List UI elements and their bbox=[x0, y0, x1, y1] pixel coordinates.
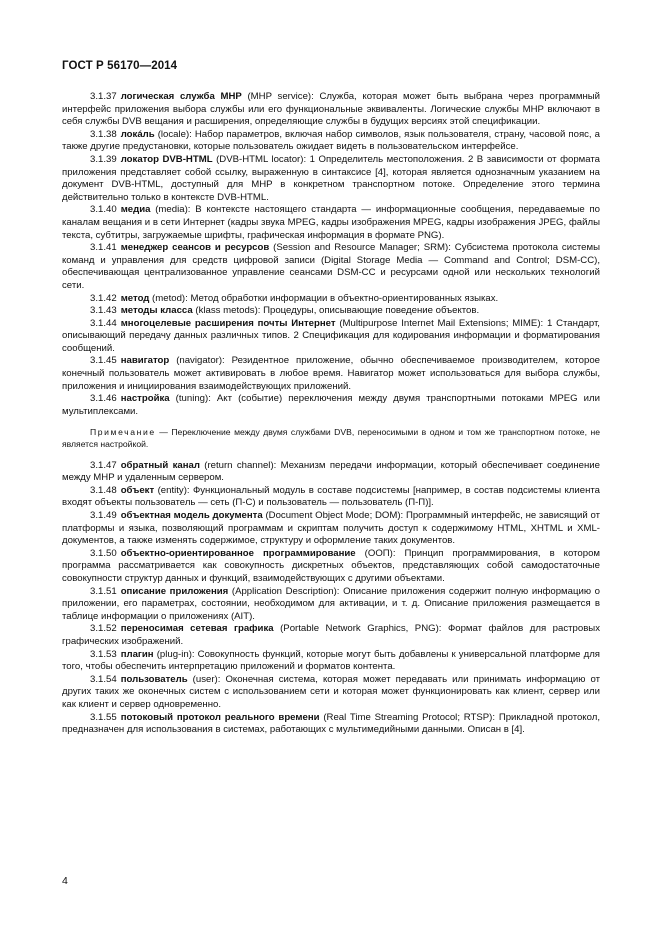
entry-number: 3.1.48 bbox=[90, 484, 117, 496]
note-label: Примечание bbox=[90, 427, 156, 438]
entry-number: 3.1.38 bbox=[90, 128, 117, 140]
definition-entry bbox=[62, 91, 600, 129]
note-text: — Переключение между двумя службами DVB, переносимыми в одном и том же транспортном потоке, не является настройкой. bbox=[62, 427, 600, 450]
definition-entry bbox=[62, 485, 600, 510]
entry-number: 3.1.55 bbox=[90, 711, 117, 723]
entry-term: объект bbox=[120, 484, 155, 496]
entry-term: метод bbox=[120, 292, 150, 304]
entry-number: 3.1.37 bbox=[90, 91, 117, 102]
entry-definition: (Application Description): Описание приложения содержит полную информацию о приложении, его параметрах, состоянии, необходимом для активации, и т. д. Описание приложения размещается в таблице информации о приложениях (AIT). bbox=[62, 585, 601, 622]
entry-number: 3.1.41 bbox=[90, 242, 117, 254]
page-number: 4 bbox=[62, 875, 68, 887]
entry-number: 3.1.43 bbox=[90, 305, 117, 317]
definition-entry bbox=[62, 154, 600, 204]
definition-entry bbox=[62, 129, 600, 154]
entry-definition: (Multipurpose Internet Mail Extensions; MIME): 1 Стандарт, описывающий передачу данных различных типов. 2 Спецификация для кодирования информации и форматирования сообщений. bbox=[62, 317, 600, 354]
entry-term: медиа bbox=[120, 204, 151, 216]
entry-number: 3.1.40 bbox=[90, 204, 117, 216]
entry-definition: (klass metods): Процедуры, описывающие поведение объектов. bbox=[192, 305, 480, 317]
definition-entry bbox=[62, 355, 600, 393]
definition-entry bbox=[62, 674, 600, 712]
entry-definition: (return channel): Механизм передачи информации, который обеспечивает соединение между MHP и удаленным сервером. bbox=[62, 459, 600, 484]
document-body bbox=[62, 91, 600, 737]
entry-definition: (ООП): Принцип программирования, в котором программа рассматривается как совокупность дискретных объектов, представляющих собой самодостаточные совокупности структур данных и функций, взаимодействующих с другими объектами. bbox=[62, 547, 601, 584]
entry-term: плагин bbox=[120, 648, 154, 660]
entry-number: 3.1.52 bbox=[90, 623, 117, 635]
entry-definition: (Document Object Mode; DOM): Программный интерфейс, не зависящий от платформы и языка, позволяющий программам и скриптам получить доступ к содержимому HTML, XHTML и XML-документов, а также изменять содержимое, структуру и оформление таких документов. bbox=[62, 510, 600, 547]
entry-term: переносимая сетевая графика bbox=[120, 623, 274, 635]
entry-term: настройка bbox=[120, 393, 170, 405]
entry-definition: (entity): Функциональный модуль в составе подсистемы [например, в состав подсистемы клиента входят объекты пользователь — сеть (П-С) и пользователь — пользователь (П-П)]. bbox=[62, 484, 600, 509]
note bbox=[62, 427, 600, 450]
entry-term: объектная модель документа bbox=[120, 510, 263, 521]
entry-definition: (Real Time Streaming Protocol; RTSP): Прикладной протокол, предназначен для использования в системах, работающих с мультимедийными данными. Описан в [4]. bbox=[62, 711, 601, 736]
definition-entry bbox=[62, 318, 600, 356]
entry-term: методы класса bbox=[120, 305, 193, 317]
entry-definition: (Session and Resource Manager; SRM): Субсистема протокола системы команд и управления для средств цифровой записи (Digital Storage Media — Command and Control; DSM-CC), обеспечивающая централизованное управление сеансами DSM-CC и ресурсами одной или нескольких технологий сети. bbox=[62, 242, 601, 291]
entry-term: объектно-ориентированное программирование bbox=[120, 547, 356, 559]
entry-definition: (navigator): Резидентное приложение, обычно обеспечиваемое производителем, которое конечный пользователь может активировать в любое время. Навигатор может использоваться для выбора службы, приложения и инициирования взаимодействующих приложений. bbox=[62, 355, 600, 392]
entry-definition: (media): В контексте настоящего стандарта — информационные сообщения, передаваемые по каналам вещания и в сети Интернет (кадры звука MPEG, кадры изображения MPEG, кадры изображения JPEG, файлы текста, субтитры, загружаемые шрифты, графическая информация в формате PNG). bbox=[62, 204, 600, 241]
definition-entry bbox=[62, 460, 600, 485]
entry-term: логическая служба MHP bbox=[120, 91, 242, 102]
entry-term: локáль bbox=[120, 128, 155, 140]
definition-entry bbox=[62, 623, 600, 648]
definition-entry bbox=[62, 242, 600, 292]
document-header: ГОСТ Р 56170—2014 bbox=[62, 60, 178, 72]
entry-definition: (locale): Набор параметров, включая набор символов, язык пользователя, страну, часовой пояс, а также другие предустановки, которые пользователь ожидает видеть в пользовательском интерфейсе. bbox=[62, 128, 600, 153]
entry-number: 3.1.42 bbox=[90, 292, 117, 304]
entry-definition: (DVB-HTML locator): 1 Определитель местоположения. 2 В зависимости от формата приложения представляет собой ссылку, выраженную в синтаксисе [4], которая является однозначным указанием на документ DVB-HTML, доступный для MHP в конкретном транспортном потоке. Определение этого термина действительно только в контексте DVB-HTML. bbox=[62, 153, 600, 203]
entry-term: обратный канал bbox=[120, 459, 200, 471]
definitions-list bbox=[62, 91, 600, 418]
entry-definition: (plug-in): Совокупность функций, которые могут быть добавлены к универсальной платформе для того, чтобы обеспечить интерпретацию приложений и форматов контента. bbox=[62, 648, 600, 673]
definition-entry bbox=[62, 586, 600, 624]
entry-term: многоцелевые расширения почты Интернет bbox=[120, 317, 336, 329]
entry-term: пользователь bbox=[120, 673, 188, 685]
entry-number: 3.1.44 bbox=[90, 317, 117, 329]
definition-entry bbox=[62, 305, 600, 318]
entry-number: 3.1.49 bbox=[90, 510, 117, 521]
definitions-list-continued bbox=[62, 460, 600, 737]
entry-term: навигатор bbox=[120, 355, 170, 367]
entry-definition: (tuning): Акт (событие) переключения между двумя транспортными потоками MPEG или мультиплексами. bbox=[62, 393, 600, 417]
definition-entry bbox=[62, 548, 600, 586]
entry-number: 3.1.50 bbox=[90, 547, 117, 559]
entry-number: 3.1.53 bbox=[90, 648, 117, 660]
entry-number: 3.1.51 bbox=[90, 585, 117, 597]
entry-term: менеджер сеансов и ресурсов bbox=[120, 242, 270, 254]
definition-entry bbox=[62, 712, 600, 737]
entry-definition: (MHP service): Служба, которая может быть выбрана через программный интерфейс приложения выбора службы или его функциональные эквиваленты. Логические службы MHP включают в себя службы DVB вещания и расширения, определяющие службы в будущих версиях этой спецификации. bbox=[62, 91, 600, 128]
entry-definition: (user): Оконечная система, которая может передавать или принимать информацию от других таких же оконечных систем с использованием сети и которая может функционировать как клиент, сервер или как клиент и сервер одновременно. bbox=[62, 673, 600, 710]
entry-number: 3.1.46 bbox=[90, 393, 117, 405]
entry-definition: (Portable Network Graphics, PNG): Формат файлов для растровых графических изображений. bbox=[62, 623, 600, 647]
entry-number: 3.1.39 bbox=[90, 153, 117, 165]
entry-number: 3.1.47 bbox=[90, 459, 117, 471]
entry-term: описание приложения bbox=[120, 585, 229, 597]
entry-number: 3.1.54 bbox=[90, 673, 117, 685]
definition-entry bbox=[62, 204, 600, 242]
entry-term: локатор DVB-HTML bbox=[120, 153, 213, 165]
definition-entry bbox=[62, 293, 600, 306]
definition-entry bbox=[62, 393, 600, 418]
entry-number: 3.1.45 bbox=[90, 355, 117, 367]
entry-term: потоковый протокол реального времени bbox=[120, 711, 320, 723]
definition-entry bbox=[62, 649, 600, 674]
entry-definition: (metod): Метод обработки информации в объектно-ориентированных языках. bbox=[149, 292, 499, 304]
definition-entry bbox=[62, 510, 600, 548]
